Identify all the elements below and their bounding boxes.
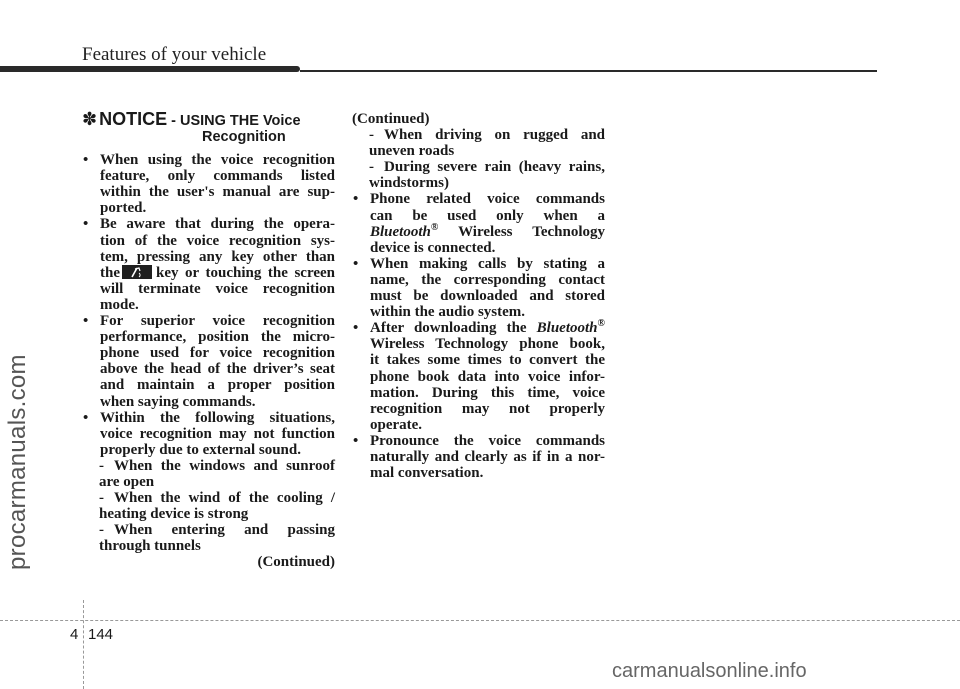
bullet-item: • When using the voice recognition feature, only commands listed within the user's manual are sup- ported. (82, 152, 335, 216)
bullet-item: • When making calls by stating a name, the corresponding contact must be downloaded and stored within the audio system. (352, 256, 605, 320)
chapter-number: 4 (70, 626, 79, 643)
voice-recognition-key-icon (122, 265, 152, 279)
dash-item: - During severe rain (heavy rains, windstorms) (369, 159, 605, 192)
dash-item: - When the windows and sunroof are open (99, 457, 335, 490)
dash-item: - When driving on rugged and uneven roads (369, 127, 605, 160)
header-bar-thin (300, 70, 877, 72)
bottom-watermark: carmanualsonline.info (612, 660, 807, 682)
bullet-item: • Within the following situations, voice recognition may not function properly due to external sound. (82, 410, 335, 458)
bullet-item: • After downloading the Bluetooth® Wireless Technology phone book, it takes some times to convert the phone book data into voice infor- mation. During this time, voice recognition may not properly operate. (352, 320, 605, 433)
right-column (352, 111, 605, 481)
notice-star-icon: ✽ (82, 109, 98, 129)
notice-subtitle-2: Recognition (202, 129, 286, 146)
left-column (82, 111, 335, 571)
footer-divider (83, 600, 84, 689)
dash-item: - When the wind of the cooling / heating device is strong (99, 490, 335, 523)
continued-label: (Continued) (257, 554, 335, 571)
dash-item: - When entering and passing through tunnels (99, 522, 335, 555)
notice-word: NOTICE (99, 109, 168, 129)
bullet-item: • Pronounce the voice commands naturally and clearly as if in a nor- mal conversation. (352, 433, 605, 481)
bullet-item: • For superior voice recognition performance, position the micro- phone used for voice recognition above the head of the driver’s seat and maintain a proper position when saying commands. (82, 313, 335, 410)
header-bar-thick (0, 66, 300, 72)
side-watermark: procarmanuals.com (4, 354, 31, 570)
notice-title (82, 111, 335, 145)
page-header-title: Features of your vehicle (82, 44, 267, 65)
footer-line (0, 620, 960, 621)
bullet-item: • Be aware that during the opera- tion of the voice recognition sys- tem, pressing any key other than the key or touching the screen will terminate voice recognition mode. (82, 216, 335, 313)
continued-label: (Continued) (352, 111, 430, 127)
bullet-item: • Phone related voice commands can be used only when a Bluetooth® Wireless Technology device is connected. (352, 191, 605, 255)
notice-subtitle-1: - USING THE Voice (171, 113, 301, 129)
page-number: 144 (88, 626, 114, 643)
